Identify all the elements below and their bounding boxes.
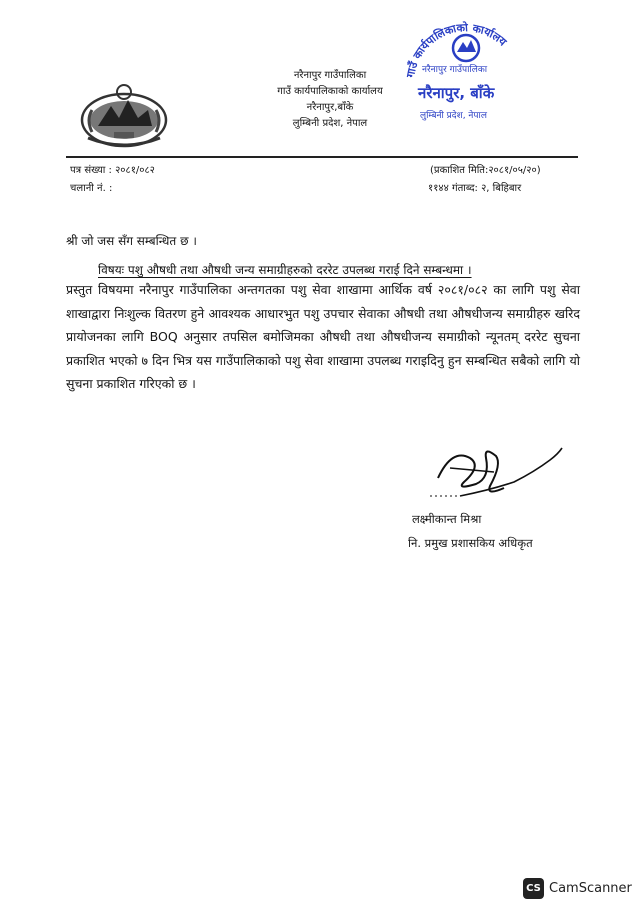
nepal-emblem-icon — [78, 80, 170, 150]
salutation: श्री जो जस सँग सम्बन्धित छ । — [66, 234, 197, 248]
letterhead-municipality: नरैनापुर गाउँपालिका — [293, 70, 367, 81]
body-paragraph: प्रस्तुत विषयमा नरैनापुर गाउँपालिका अन्तगतका पशु सेवा शाखामा आर्थिक वर्ष २०८१/०८२ का लागि पशु सेवा शाखाद्वारा निःशुल्क वितरण हुने आवश्यक आधारभुत पशु उपचार सेवाका औषधी तथा औषधीजन्य समाग्रीहरु खरिद प्रायोजनका लागि BOQ अनुसार तपसिल बमोजिमका औषधी तथा औषधीजन्य समाग्रीको न्यूनतम् दररेट सुचना प्रकाशित भएको ७ दिन भित्र यस गाउँपालिकाको पशु सेवा शाखामा उपलब्ध गराइदिनु हुन सम्बन्धित सबैको लागि यो सुचना प्रकाशित गरिएको छ । — [66, 282, 580, 391]
camscanner-logo-icon: CS — [523, 878, 544, 899]
camscanner-watermark — [523, 878, 632, 899]
letterhead-province: लुम्बिनी प्रदेश, नेपाल — [292, 118, 368, 129]
letter-number: पत्र संख्या : २०८१/०८२ — [70, 165, 155, 176]
subject-line: विषयः पशु औषधी तथा औषधी जन्य समाग्रीहरुको दररेट उपलब्ध गराई दिने सम्बन्धमा । — [98, 263, 472, 277]
stamp-inner-text: नरैनापुर गाउँपालिका — [422, 65, 488, 75]
signatory-name: लक्ष्मीकान्त मिश्रा — [412, 512, 482, 526]
letterhead-address: नरैनापुर,बाँके — [306, 102, 354, 113]
handwritten-signature — [430, 438, 570, 506]
publish-date: (प्रकाशित मिति:२०८१/०५/२०) — [430, 165, 541, 176]
stamp-place: नरैनापुर, बाँके — [418, 84, 495, 102]
dispatch-number: चलानी नं. : — [70, 183, 113, 194]
letterhead-office: गाउँ कार्यपालिकाको कार्यालय — [277, 86, 383, 97]
office-stamp — [400, 18, 530, 136]
header-divider — [66, 156, 578, 158]
stamp-province: लुम्बिनी प्रदेश, नेपाल — [420, 111, 487, 121]
calendar-line: ११४४ गंताब्द: २, बिहिबार — [428, 183, 522, 194]
signatory-title: नि. प्रमुख प्रशासकिय अधिकृत — [408, 536, 533, 550]
camscanner-text: CamScanner — [549, 881, 632, 896]
stamp-arc-text: गाउँ कार्यपालिकाको कार्यालय — [403, 21, 510, 79]
